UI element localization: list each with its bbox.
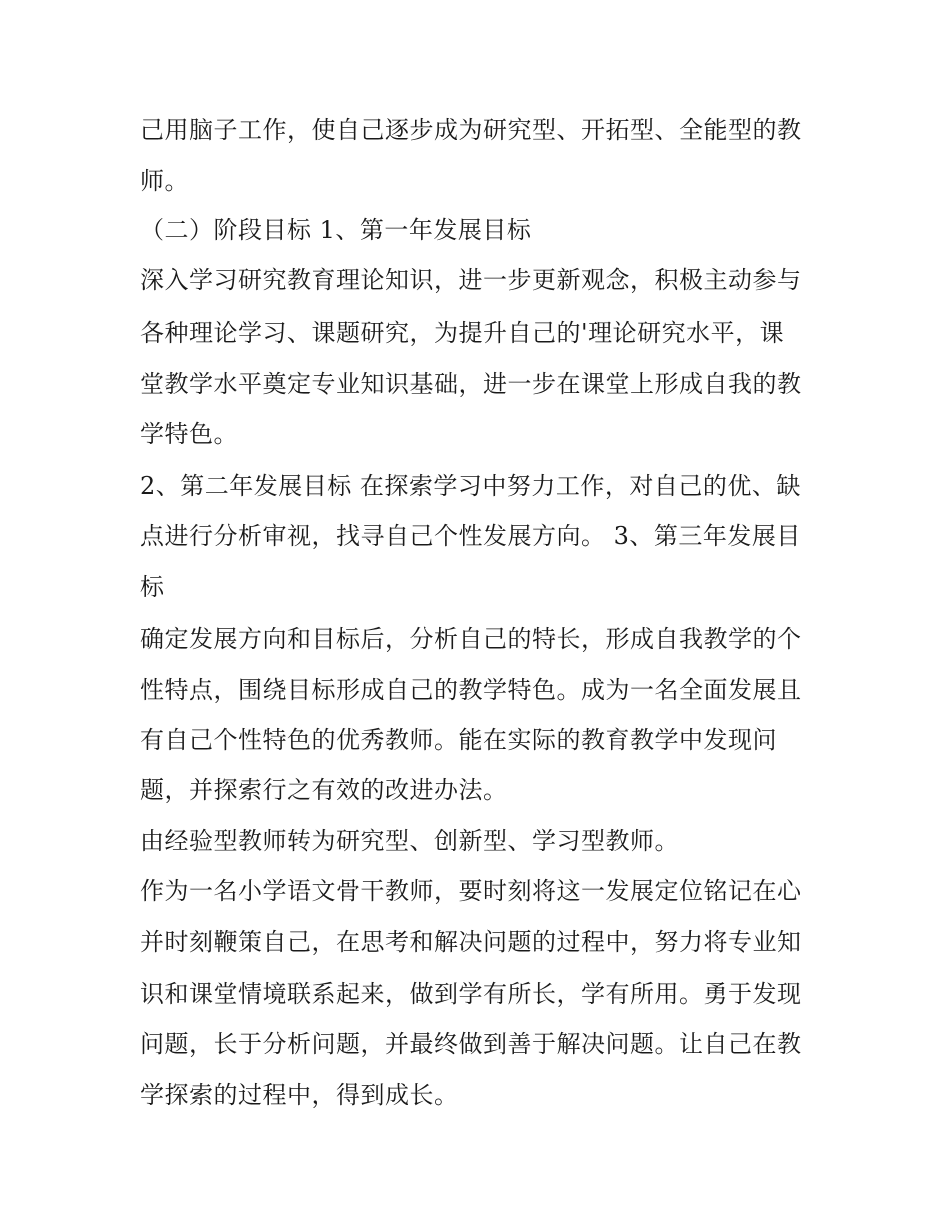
text-line: 点进行分析审视，找寻自己个性发展方向。 3、第三年发展目 (140, 522, 801, 550)
text-line: 2、第二年发展目标 在探索学习中努力工作，对自己的优、缺 (140, 472, 801, 500)
text-line: 堂教学水平奠定专业知识基础，进一步在课堂上形成自我的教 (140, 370, 802, 398)
text-line: 性特点，围绕目标形成自己的教学特色。成为一名全面发展且 (140, 676, 802, 704)
text-line: 各种理论学习、课题研究，为提升自己的'理论研究水平，课 (140, 319, 785, 347)
text-line: 己用脑子工作，使自己逐步成为研究型、开拓型、全能型的教 (140, 116, 802, 144)
text-line: 识和课堂情境联系起来，做到学有所长，学有所用。勇于发现 (140, 980, 802, 1008)
text-line: 师。 (140, 167, 189, 195)
text-line: 并时刻鞭策自己，在思考和解决问题的过程中，努力将专业知 (140, 928, 802, 956)
text-line: 学特色。 (140, 420, 238, 448)
text-line: 作为一名小学语文骨干教师，要时刻将这一发展定位铭记在心 (140, 877, 802, 905)
text-line: 标 (140, 573, 165, 601)
text-line: 由经验型教师转为研究型、创新型、学习型教师。 (140, 827, 679, 855)
text-line: 题，并探索行之有效的改进办法。 (140, 776, 508, 804)
section-heading: （二）阶段目标 1、第一年发展目标 (140, 216, 532, 244)
text-line: 深入学习研究教育理论知识，进一步更新观念，积极主动参与 (140, 266, 802, 294)
text-line: 有自己个性特色的优秀教师。能在实际的教育教学中发现问 (140, 726, 777, 754)
text-line: 确定发展方向和目标后，分析自己的特长，形成自我教学的个 (140, 625, 802, 653)
text-line: 学探索的过程中，得到成长。 (140, 1081, 459, 1109)
text-line: 问题，长于分析问题，并最终做到善于解决问题。让自己在教 (140, 1030, 802, 1058)
